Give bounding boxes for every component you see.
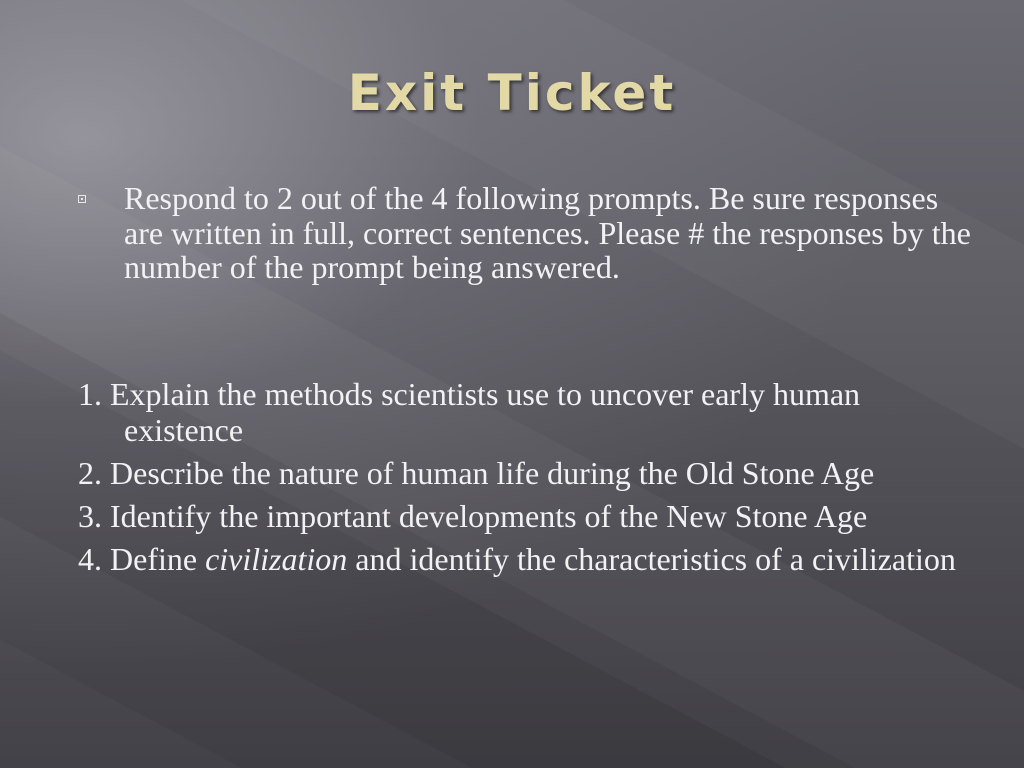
prompt-item-1: 1. Explain the methods scientists use to uncover early human existence <box>78 376 861 448</box>
prompt-4-text-start: 4. Define <box>78 541 206 577</box>
intro-bullet <box>78 181 978 285</box>
prompt-4-emphasis: civilization <box>205 541 348 577</box>
prompt-item-3: 3. Identify the important developments of the New Stone Age <box>78 498 868 534</box>
prompt-item-4 <box>78 541 978 577</box>
prompt-item-2: 2. Describe the nature of human life during the Old Stone Age <box>78 455 875 491</box>
square-bullet-icon <box>78 195 86 203</box>
slide-title: Exit Ticket <box>347 64 677 122</box>
prompt-list <box>78 376 978 584</box>
intro-text: Respond to 2 out of the 4 following prompts. Be sure responses are written in full, correct sentences. Please # the responses by the number of the prompt being answered. <box>124 180 971 285</box>
prompt-4-text-end: and identify the characteristics of a civilization <box>347 541 956 577</box>
